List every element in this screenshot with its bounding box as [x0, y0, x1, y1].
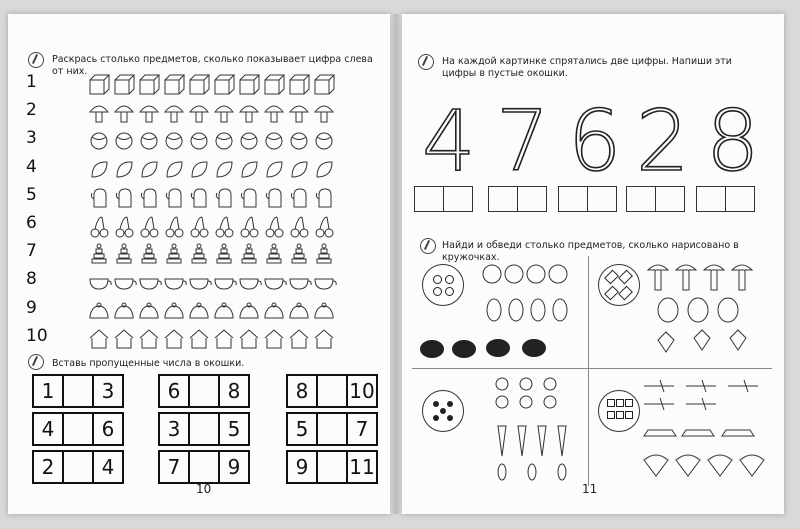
- mushroom-row: [88, 102, 378, 128]
- pencil-icon: [28, 354, 44, 370]
- answer-box-1[interactable]: [414, 186, 473, 212]
- page-number: 10: [196, 482, 212, 496]
- missing-number-input[interactable]: [190, 376, 220, 406]
- sequence-number: 2: [34, 452, 64, 482]
- cube-row: [88, 74, 378, 100]
- hidden-digits: [420, 98, 760, 178]
- number-sequence-8: [158, 450, 250, 484]
- pyramid-row: [88, 243, 378, 269]
- sequence-number: 4: [101, 455, 115, 479]
- sequence-number: 10: [349, 379, 375, 403]
- cherry-row: [88, 215, 378, 241]
- sequence-number: 3: [101, 379, 115, 403]
- sequence-number: 4: [34, 414, 64, 444]
- planes-cars-parachutes: [642, 374, 774, 484]
- row-number-10: 10: [26, 325, 48, 346]
- number-sequence-6: [286, 412, 378, 446]
- hat-row: [88, 300, 378, 326]
- page-number: 11: [582, 482, 598, 496]
- missing-number-input[interactable]: [318, 452, 348, 482]
- divider-horizontal: [412, 368, 772, 369]
- sequence-number: 5: [288, 414, 318, 444]
- count-circle-3: [422, 390, 464, 432]
- sequence-number: 5: [227, 417, 241, 441]
- sequence-number: 1: [34, 376, 64, 406]
- row-number-9: 9: [26, 297, 37, 318]
- right-page: [402, 14, 784, 514]
- pencil-icon: [418, 54, 434, 70]
- number-sequence-9: [286, 450, 378, 484]
- missing-number-input[interactable]: [64, 414, 94, 444]
- big-digit-2: 7: [496, 98, 550, 178]
- row-number-8: 8: [26, 269, 37, 290]
- row-number-2: 2: [26, 100, 37, 121]
- left-page: [8, 14, 390, 514]
- task-instruction-4: Найди и обведи столько предметов, сколько нарисовано в кружочках.: [442, 240, 739, 263]
- ball-row: [88, 130, 378, 156]
- count-circle-2: [598, 264, 640, 306]
- answer-box-2[interactable]: [488, 186, 547, 212]
- plums-row: [412, 334, 492, 364]
- missing-number-input[interactable]: [190, 414, 220, 444]
- big-digit-5: 8: [706, 98, 760, 178]
- pencil-icon: [420, 238, 436, 254]
- sequence-number: 8: [288, 376, 318, 406]
- task-instruction-2: Вставь пропущенные числа в окошки.: [52, 358, 245, 369]
- count-circle-1: [422, 264, 464, 306]
- flowers-carrots-beetles: [492, 374, 586, 484]
- task-instruction-3: На каждой картинке спрятались две цифры. Напиши эти цифры в пустые окошки.: [442, 56, 732, 79]
- answer-box-3[interactable]: [558, 186, 617, 212]
- missing-number-input[interactable]: [64, 452, 94, 482]
- sequence-number: 6: [101, 417, 115, 441]
- number-sequence-2: [158, 374, 250, 408]
- row-number-5: 5: [26, 184, 37, 205]
- sequence-number: 6: [160, 376, 190, 406]
- big-digit-3: 6: [568, 98, 622, 178]
- house-row: [88, 328, 378, 354]
- book-gutter: [390, 14, 402, 514]
- mitten-row: [88, 187, 378, 213]
- mushrooms-berries-leaves: [646, 260, 776, 364]
- sequence-number: 8: [227, 379, 241, 403]
- task-instruction-1: Раскрась столько предметов, сколько показывает цифра слева от них.: [52, 54, 373, 77]
- apples-pears-plums: [482, 260, 582, 364]
- missing-number-input[interactable]: [190, 452, 220, 482]
- row-number-7: 7: [26, 241, 37, 262]
- big-digit-4: 2: [636, 98, 690, 178]
- missing-number-input[interactable]: [64, 376, 94, 406]
- row-number-3: 3: [26, 128, 37, 149]
- divider-vertical: [588, 256, 589, 486]
- sequence-number: 11: [349, 455, 375, 479]
- count-circle-4: [598, 390, 640, 432]
- sequence-number: 3: [160, 414, 190, 444]
- missing-number-input[interactable]: [318, 376, 348, 406]
- answer-box-5[interactable]: [696, 186, 755, 212]
- sequence-number: 7: [355, 417, 369, 441]
- row-number-1: 1: [26, 72, 37, 92]
- number-sequence-5: [158, 412, 250, 446]
- big-digit-1: 4: [422, 98, 476, 178]
- row-number-6: 6: [26, 213, 37, 233]
- number-sequence-4: [32, 412, 124, 446]
- leaf-row: [88, 159, 378, 185]
- row-number-4: 4: [26, 156, 37, 177]
- sequence-number: 7: [160, 452, 190, 482]
- answer-box-4[interactable]: [626, 186, 685, 212]
- sequence-number: 9: [227, 455, 241, 479]
- pencil-icon: [28, 52, 44, 68]
- number-sequence-7: [32, 450, 124, 484]
- missing-number-input[interactable]: [318, 414, 348, 444]
- cup-row: [88, 271, 378, 297]
- number-sequence-1: [32, 374, 124, 408]
- sequence-number: 9: [288, 452, 318, 482]
- number-sequence-3: [286, 374, 378, 408]
